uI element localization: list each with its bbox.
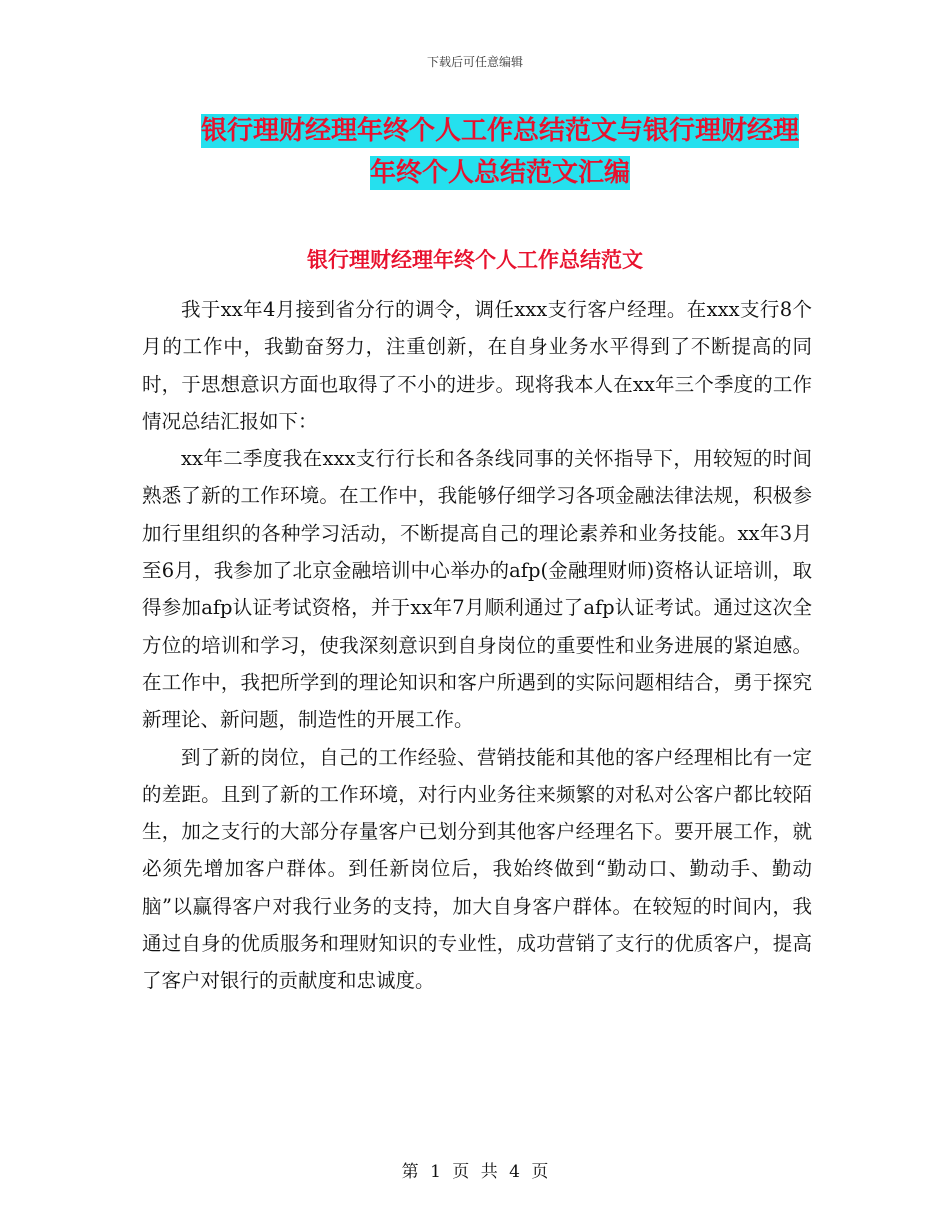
paragraph: 我于xx年4月接到省分行的调令，调任xxx支行客户经理。在xxx支行8个月的工作中，我勤奋努力，注重创新，在自身业务水平得到了不断提高的同时，于思想意识方面也取得了不小的进步。现将我本人在xx年三个季度的工作情况总结汇报如下： [142,298,812,433]
paragraph: 到了新的岗位，自己的工作经验、营销技能和其他的客户经理相比有一定的差距。且到了新的工作环境，对行内业务往来频繁的对私对公客户都比较陌生，加之支行的大部分存量客户已划分到其他客户经理名下。要开展工作，就必须先增加客户群体。到任新岗位后，我始终做到“勤动口、勤动手、勤动脑”以赢得客户对我行业务的支持，加大自身客户群体。在较短的时间内，我通过自身的优质服务和理财知识的专业性，成功营销了支行的优质客户，提高了客户对银行的贡献度和忠诚度。 [142,745,812,993]
section-title: 银行理财经理年终个人工作总结范文 [307,247,643,272]
document-title-line-2 [140,148,860,198]
title-highlight: 银行理财经理年终个人工作总结范文与银行理财经理 [200,116,799,146]
title-highlight: 年终个人总结范文汇编 [369,158,630,188]
paragraph: xx年二季度我在xxx支行行长和各条线同事的关怀指导下，用较短的时间熟悉了新的工作环境。在工作中，我能够仔细学习各项金融法律法规，积极参加行里组织的各种学习活动，不断提高自己的理论素养和业务技能。xx年3月至6月，我参加了北京金融培训中心举办的afp(金融理财师)资格认证培训，取得参加afp认证考试资格，并于xx年7月顺利通过了afp认证考试。通过这次全方位的培训和学习，使我深刻意识到自身岗位的重要性和业务进展的紧迫感。在工作中，我把所学到的理论知识和客户所遇到的实际问题相结合，勇于探究新理论、新问题，制造性的开展工作。 [142,447,812,732]
document-body [142,291,812,1000]
header-note: 下载后可任意编辑 [426,55,523,69]
page-number-footer: 第 1 页 共 4 页 [401,1162,549,1182]
